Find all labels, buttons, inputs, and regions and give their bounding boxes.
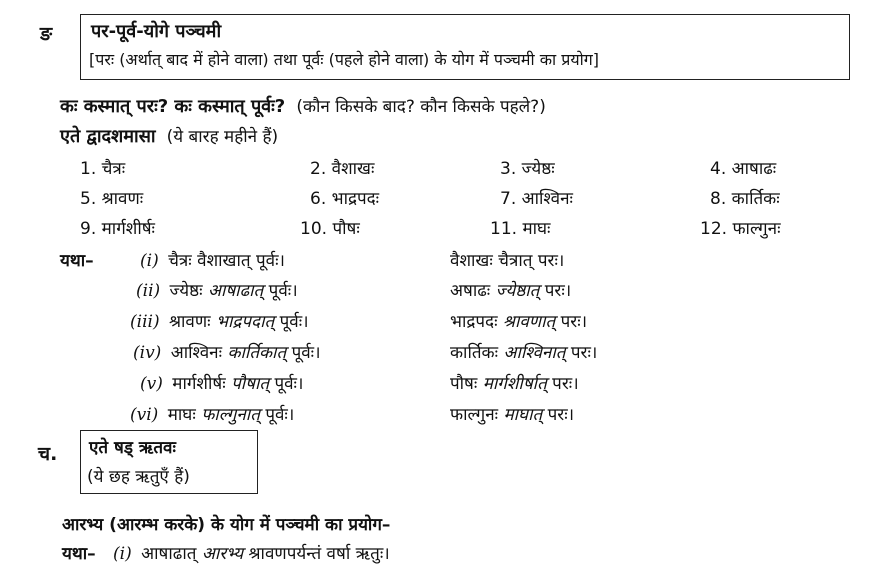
example-number: (v) <box>140 374 163 394</box>
cha-example-line <box>62 541 390 564</box>
example-subject: मार्गशीर्षः <box>172 374 226 394</box>
yatha-label: यथा– <box>60 251 94 271</box>
example-rest: श्रावणपर्यन्तं वर्षा ऋतुः। <box>248 544 390 564</box>
section-nga-description: [परः (अर्थात् बाद में होने वाला) तथा पूर्वः (पहले होने वाला) के योग में पञ्चमी का प्रयोग] <box>89 50 599 69</box>
months-heading-bold: एते द्वादशमासा <box>60 126 156 147</box>
example-ablative: पौषात् <box>231 374 270 394</box>
question-bold: कः कस्मात् परः? कः कस्मात् पूर्वः? <box>60 96 286 117</box>
example-subject: कार्तिकः <box>450 343 499 363</box>
section-nga-title: पर-पूर्व-योगे पञ्चमी <box>91 21 222 42</box>
example-row <box>140 371 303 394</box>
section-nga-box <box>80 14 850 80</box>
question-translation: (कौन किसके बाद? कौन किसके पहले?) <box>296 97 546 117</box>
example-relation: पूर्वः। <box>268 281 298 301</box>
section-marker-cha: च. <box>38 443 58 465</box>
month-item: 12. फाल्गुनः <box>700 219 781 239</box>
example-number: (iv) <box>133 343 162 363</box>
example-relation: पूर्वः। <box>274 374 304 394</box>
example-ablative: वैशाखात् <box>197 251 251 271</box>
example-subject: श्रावणः <box>168 312 211 332</box>
month-item: 1. चैत्रः <box>80 159 126 179</box>
example-number: (i) <box>113 544 132 564</box>
example-ablative: आषाढात् <box>141 544 197 564</box>
month-item: 2. वैशाखः <box>310 159 375 179</box>
example-ablative: माघात् <box>503 405 543 425</box>
month-item: 8. कार्तिकः <box>710 189 780 209</box>
example-ablative: ज्येष्ठात् <box>495 281 540 301</box>
example-row <box>130 402 294 425</box>
month-item: 11. माघः <box>490 219 551 239</box>
example-relation: परः। <box>547 405 575 425</box>
month-item: 9. मार्गशीर्षः <box>80 219 155 239</box>
example-number: (i) <box>140 251 159 271</box>
example-row <box>130 309 309 332</box>
months-heading-translation: (ये बारह महीने हैं) <box>166 127 279 147</box>
example-row <box>140 248 285 271</box>
example-ablative: श्रावणात् <box>502 312 556 332</box>
example-relation: परः। <box>560 312 588 332</box>
example-relation: पूर्वः। <box>291 343 321 363</box>
usage-heading: आरभ्य (आरम्भ करके) के योग में पञ्चमी का प्रयोग– <box>62 515 391 535</box>
example-relation: परः। <box>570 343 598 363</box>
example-number: (iii) <box>130 312 160 332</box>
example-subject: भाद्रपदः <box>450 312 498 332</box>
months-heading <box>60 124 278 148</box>
example-ablative: चैत्रात् <box>498 251 533 271</box>
example-row <box>136 278 298 301</box>
example-ablative: आषाढात् <box>207 281 264 301</box>
example-row-converse <box>450 340 597 363</box>
month-item: 6. भाद्रपदः <box>310 189 380 209</box>
example-arabhya: आरभ्य <box>201 544 244 564</box>
example-subject: अषाढः <box>450 281 491 301</box>
question-line <box>60 94 546 118</box>
month-item: 3. ज्येष्ठः <box>500 159 555 179</box>
example-ablative: आश्विनात् <box>503 343 566 363</box>
example-subject: फाल्गुनः <box>450 405 499 425</box>
section-cha-title: एते षड् ऋतवः <box>89 438 176 458</box>
example-relation: परः। <box>552 374 579 394</box>
month-item: 5. श्रावणः <box>80 189 144 209</box>
example-subject: वैशाखः <box>450 251 493 271</box>
example-relation: परः। <box>537 251 565 271</box>
yatha-label: यथा– <box>62 544 96 564</box>
example-row-converse <box>450 309 587 332</box>
example-ablative: फाल्गुनात् <box>201 405 260 425</box>
example-row-converse <box>450 278 571 301</box>
month-item: 10. पौषः <box>300 219 360 239</box>
section-marker-nga: ङ <box>40 23 53 45</box>
example-ablative: मार्गशीर्षात् <box>482 374 547 394</box>
example-ablative: भाद्रपदात् <box>216 312 275 332</box>
section-cha-box <box>80 430 258 494</box>
example-subject: पौषः <box>450 374 478 394</box>
example-relation: पूर्वः। <box>279 312 309 332</box>
example-row-converse <box>450 371 579 394</box>
example-row <box>133 340 321 363</box>
month-item: 4. आषाढः <box>710 159 777 179</box>
section-cha-subtitle: (ये छह ऋतुएँ हैं) <box>87 467 190 487</box>
example-row-converse <box>450 402 574 425</box>
example-relation: पूर्वः। <box>255 251 285 271</box>
example-row-converse <box>450 248 564 271</box>
example-subject: ज्येष्ठः <box>169 281 203 301</box>
example-number: (ii) <box>136 281 161 301</box>
example-subject: चैत्रः <box>168 251 192 271</box>
example-subject: माघः <box>167 405 196 425</box>
example-subject: आश्विनः <box>170 343 223 363</box>
month-item: 7. आश्विनः <box>500 189 573 209</box>
example-relation: पूर्वः। <box>265 405 295 425</box>
example-ablative: कार्तिकात् <box>227 343 287 363</box>
example-relation: परः। <box>544 281 572 301</box>
example-number: (vi) <box>130 405 159 425</box>
